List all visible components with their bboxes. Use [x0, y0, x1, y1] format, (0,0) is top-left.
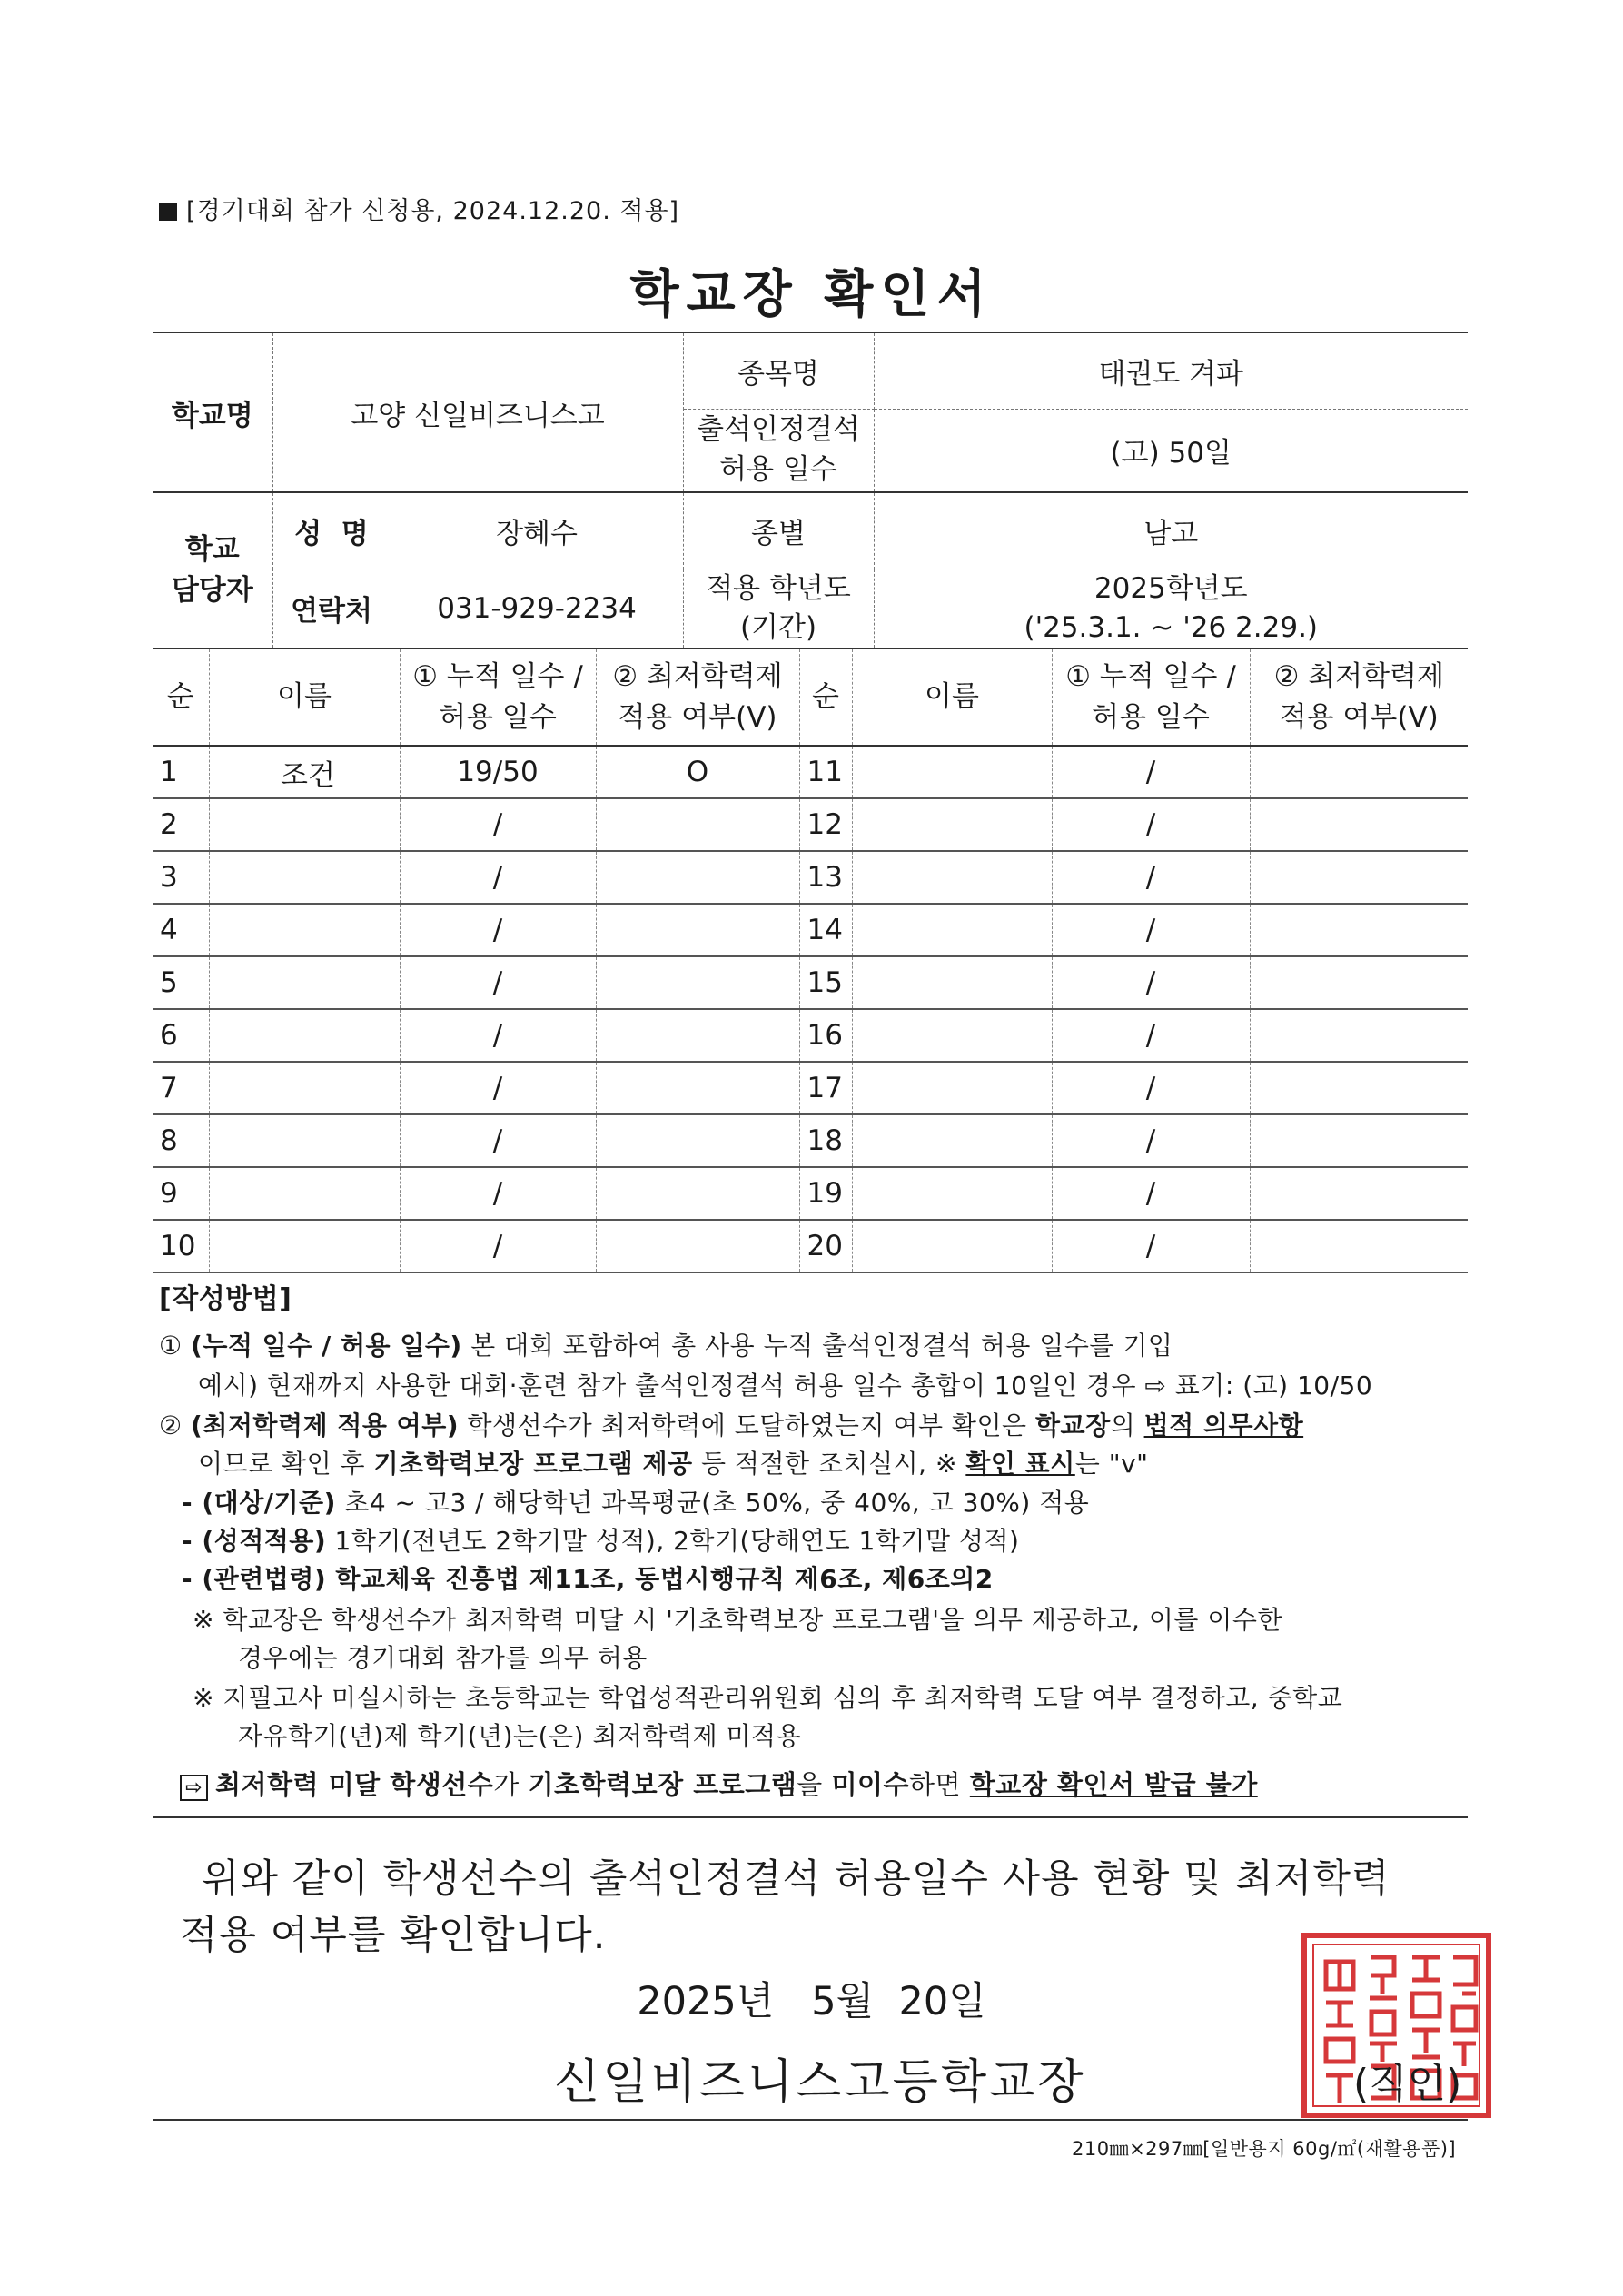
issue-date: 2025년 5월 20일 [637, 1979, 986, 2024]
header-minimum-line1: ② 최저학력제 [1273, 659, 1444, 693]
header-minimum-line2: 적용 여부(V) [1279, 700, 1439, 734]
row-minimum [1250, 851, 1468, 904]
row-days: / [400, 956, 596, 1009]
row-name [852, 1009, 1052, 1062]
form-usage-note-text: [경기대회 참가 신청용, 2024.12.20. 적용] [186, 197, 680, 225]
row-days: / [400, 1114, 596, 1167]
row-number: 4 [153, 904, 209, 956]
detail-target-text: 초4 ~ 고3 / 해당학년 과목평균(초 50%, 중 40%, 고 30%) 적용 [335, 1488, 1090, 1518]
instruction-2-text-b: 의 [1110, 1410, 1144, 1440]
row-name [209, 1062, 400, 1114]
row-number: 5 [153, 956, 209, 1009]
instruction-2-bold: (최저학력제 적용 여부) [191, 1410, 460, 1440]
row-days: / [1052, 851, 1250, 904]
instruction-1-bold: (누적 일수 / 허용 일수) [191, 1331, 462, 1361]
final-rule-c: 기초학력보장 프로그램 [528, 1769, 797, 1800]
document-title: 학교장 확인서 [629, 265, 994, 324]
instruction-2-line2-bold: 기초학력보장 프로그램 제공 [373, 1449, 693, 1479]
row-name [852, 1167, 1052, 1220]
principal-name: 신일비즈니스고등학교장 [554, 2055, 1086, 2110]
instruction-2-bold-c: 법적 의무사항 [1143, 1410, 1304, 1440]
header-days-right [1052, 648, 1250, 746]
instruction-2-line2-c: 는 "v" [1074, 1449, 1149, 1479]
header-no-right: 순 [799, 648, 852, 746]
sport-value: 태권도 겨파 [874, 332, 1468, 409]
seal-mark: (직인) [1353, 2061, 1462, 2107]
year-label [683, 569, 874, 648]
table-row [153, 798, 1468, 851]
table-row [153, 1062, 1468, 1114]
row-name [852, 1114, 1052, 1167]
year-value [874, 569, 1468, 648]
row-name [852, 904, 1052, 956]
instruction-1-text: 본 대회 포함하여 총 사용 누적 출석인정결석 허용 일수를 기입 [461, 1331, 1173, 1361]
instruction-2-line2-underline: 확인 표시 [965, 1449, 1075, 1479]
school-label: 학교명 [153, 332, 272, 492]
row-minimum [1250, 798, 1468, 851]
table-row [153, 1167, 1468, 1220]
row-days: / [1052, 1167, 1250, 1220]
row-number: 20 [799, 1220, 852, 1272]
absence-value: (고) 50일 [874, 409, 1468, 492]
absence-label [683, 409, 874, 492]
row-number: 18 [799, 1114, 852, 1167]
row-minimum [596, 1114, 799, 1167]
form-usage-note [159, 191, 679, 226]
school-value: 고양 신일비즈니스고 [272, 332, 683, 492]
row-number: 13 [799, 851, 852, 904]
table-row [153, 1220, 1468, 1272]
sport-label: 종목명 [683, 332, 874, 409]
row-number: 2 [153, 798, 209, 851]
row-minimum [1250, 1220, 1468, 1272]
row-number: 19 [799, 1167, 852, 1220]
row-minimum [596, 904, 799, 956]
square-bullet-icon [159, 203, 177, 221]
row-name [852, 1062, 1052, 1114]
detail-grades [182, 1521, 1019, 1558]
divider-bottom [153, 2119, 1468, 2121]
detail-law [182, 1559, 994, 1596]
type-value: 남고 [874, 492, 1468, 569]
absence-label-line2: 허용 일수 [719, 452, 837, 486]
detail-target [182, 1483, 1089, 1519]
header-minimum-line1: ② 최저학력제 [612, 659, 783, 693]
row-minimum [1250, 1062, 1468, 1114]
final-rule-a: 최저학력 미달 학생선수 [214, 1769, 494, 1800]
header-name-right: 이름 [852, 648, 1052, 746]
row-name [209, 798, 400, 851]
instructions-heading: [작성방법] [159, 1283, 292, 1315]
roster-header-row [153, 648, 1468, 746]
final-rule-e: 미이수 [831, 1769, 910, 1800]
year-period: ('25.3.1. ~ '26 2.29.) [1024, 610, 1319, 644]
row-days: / [1052, 1009, 1250, 1062]
row-name [852, 956, 1052, 1009]
final-rule-b: 가 [493, 1769, 529, 1800]
header-days-line2: 허용 일수 [439, 700, 557, 734]
row-days: 19/50 [400, 746, 596, 798]
row-days: / [1052, 1220, 1250, 1272]
final-rule-f: 하면 [909, 1769, 970, 1800]
row-name [209, 851, 400, 904]
final-rule-d: 을 [797, 1769, 832, 1800]
header-days-line2: 허용 일수 [1092, 700, 1210, 734]
instruction-1-example: 예시) 현재까지 사용한 대회·훈련 참가 출석인정결석 허용 일수 총합이 10일인 경우 ⇨ 표기: (고) 10/50 [198, 1371, 1373, 1400]
table-row [153, 851, 1468, 904]
name-label: 성 명 [272, 492, 391, 569]
header-name-left: 이름 [209, 648, 400, 746]
row-days: / [400, 1009, 596, 1062]
row-days: / [400, 851, 596, 904]
row-number: 9 [153, 1167, 209, 1220]
header-no-left: 순 [153, 648, 209, 746]
row-days: / [400, 1062, 596, 1114]
note-1-line2: 경우에는 경기대회 참가를 의무 허용 [238, 1643, 648, 1673]
manager-label [153, 492, 272, 648]
name-value: 장혜수 [391, 492, 683, 569]
row-minimum [1250, 956, 1468, 1009]
row-minimum [596, 1009, 799, 1062]
header-minimum-line2: 적용 여부(V) [618, 700, 777, 734]
row-minimum [596, 1167, 799, 1220]
year-label-line2: (기간) [739, 610, 817, 644]
header-minimum-left [596, 648, 799, 746]
row-minimum [1250, 1167, 1468, 1220]
row-number: 10 [153, 1220, 209, 1272]
row-number: 11 [799, 746, 852, 798]
row-name [852, 746, 1052, 798]
row-number: 16 [799, 1009, 852, 1062]
row-number: 1 [153, 746, 209, 798]
closing-line1: 위와 같이 학생선수의 출석인정결석 허용일수 사용 현황 및 최저학력 [202, 1856, 1390, 1902]
row-days: / [400, 1220, 596, 1272]
instruction-1-mark: ① [159, 1331, 183, 1361]
row-number: 15 [799, 956, 852, 1009]
row-days: / [1052, 904, 1250, 956]
table-row [153, 956, 1468, 1009]
detail-law-text: 학교체육 진흥법 제11조, 동법시행규칙 제6조, 제6조의2 [326, 1564, 994, 1594]
row-minimum [596, 1220, 799, 1272]
header-days-left [400, 648, 596, 746]
row-number: 8 [153, 1114, 209, 1167]
row-name [852, 1220, 1052, 1272]
detail-law-bold: - (관련법령) [182, 1564, 327, 1594]
roster-table [153, 648, 1468, 1273]
divider-top [153, 1816, 1468, 1818]
instruction-2-line2-a: 이므로 확인 후 [198, 1449, 374, 1479]
arrow-box-icon: ⇨ [180, 1775, 208, 1801]
table-row [153, 1009, 1468, 1062]
row-days: / [1052, 1062, 1250, 1114]
row-name: 조건 [209, 746, 400, 798]
row-minimum [596, 1062, 799, 1114]
row-minimum [1250, 1009, 1468, 1062]
row-name [209, 1009, 400, 1062]
contact-label: 연락처 [272, 569, 391, 648]
row-minimum [1250, 1114, 1468, 1167]
final-rule [180, 1765, 1258, 1802]
row-minimum [596, 798, 799, 851]
contact-value: 031-929-2234 [391, 569, 683, 648]
row-number: 12 [799, 798, 852, 851]
row-days: / [1052, 1114, 1250, 1167]
manager-label-line1: 학교 [184, 533, 240, 567]
row-name [209, 1114, 400, 1167]
instruction-2 [159, 1406, 1303, 1442]
instruction-2-bold-b: 학교장 [1034, 1410, 1111, 1440]
instruction-2-line2-b: 등 적절한 조치실시, ※ [692, 1449, 966, 1479]
table-row [153, 904, 1468, 956]
header-minimum-right [1250, 648, 1468, 746]
row-number: 3 [153, 851, 209, 904]
row-minimum [596, 851, 799, 904]
row-minimum [1250, 904, 1468, 956]
row-days: / [1052, 956, 1250, 1009]
row-days: / [1052, 798, 1250, 851]
paper-spec: 210㎜×297㎜[일반용지 60g/㎡(재활용품)] [1072, 2138, 1457, 2160]
row-name [852, 798, 1052, 851]
year-label-line1: 적용 학년도 [706, 571, 851, 605]
instruction-1 [159, 1326, 1173, 1362]
row-days: / [1052, 746, 1250, 798]
instruction-2-text-a: 학생선수가 최저학력에 도달하였는지 여부 확인은 [459, 1410, 1035, 1440]
year-value-main: 2025학년도 [1094, 571, 1248, 605]
closing-line2: 적용 여부를 확인합니다. [180, 1913, 607, 1958]
note-2-line1: ※ 지필고사 미실시하는 초등학교는 학업성적관리위원회 심의 후 최저학력 도달 여부 결정하고, 중학교 [193, 1683, 1343, 1713]
row-minimum: O [596, 746, 799, 798]
table-row [153, 1114, 1468, 1167]
detail-grades-text: 1학기(전년도 2학기말 성적), 2학기(당해연도 1학기말 성적) [326, 1526, 1020, 1556]
row-name [209, 1220, 400, 1272]
instruction-2-line2 [198, 1444, 1149, 1480]
detail-grades-bold: - (성적적용) [182, 1526, 327, 1556]
instruction-2-mark: ② [159, 1410, 183, 1440]
row-name [209, 1167, 400, 1220]
final-rule-g: 학교장 확인서 발급 불가 [969, 1769, 1258, 1800]
type-label: 종별 [683, 492, 874, 569]
table-row [153, 746, 1468, 798]
row-number: 14 [799, 904, 852, 956]
info-table [153, 332, 1468, 649]
row-name [209, 904, 400, 956]
row-minimum [596, 956, 799, 1009]
row-days: / [400, 798, 596, 851]
row-name [852, 851, 1052, 904]
row-days: / [400, 904, 596, 956]
note-1-line1: ※ 학교장은 학생선수가 최저학력 미달 시 '기초학력보장 프로그램'을 의무 제공하고, 이를 이수한 [193, 1605, 1282, 1635]
manager-label-line2: 담당자 [171, 574, 253, 608]
row-number: 6 [153, 1009, 209, 1062]
header-days-line1: ① 누적 일수 / [412, 659, 583, 693]
row-days: / [400, 1167, 596, 1220]
note-2-line2: 자유학기(년)제 학기(년)는(은) 최저학력제 미적용 [238, 1721, 802, 1751]
detail-target-bold: - (대상/기준) [182, 1488, 336, 1518]
row-minimum [1250, 746, 1468, 798]
row-number: 7 [153, 1062, 209, 1114]
row-number: 17 [799, 1062, 852, 1114]
header-days-line1: ① 누적 일수 / [1065, 659, 1236, 693]
absence-label-line1: 출석인정결석 [697, 413, 860, 447]
row-name [209, 956, 400, 1009]
